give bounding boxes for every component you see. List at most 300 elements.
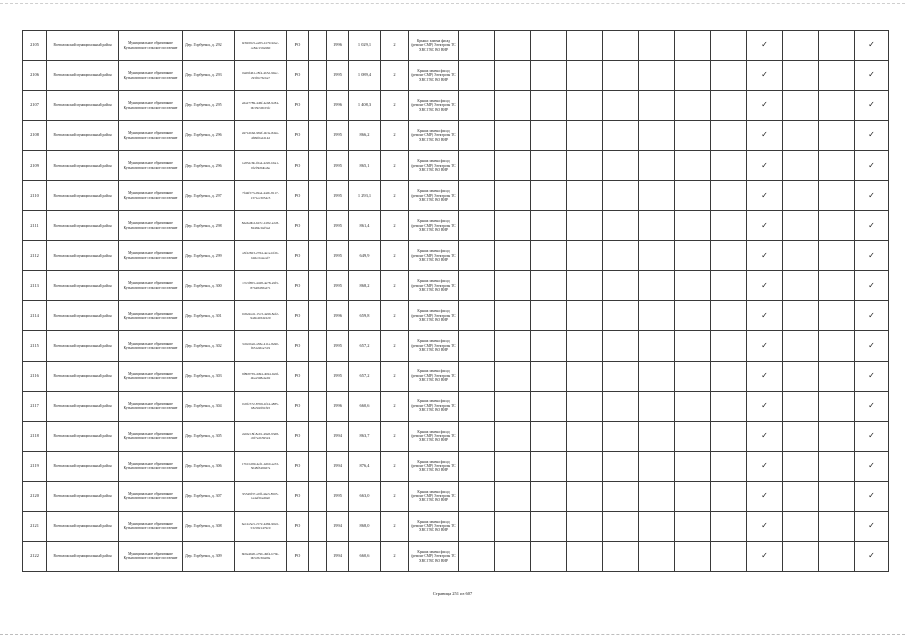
empty-cell: [675, 271, 711, 301]
build-year: 1996: [327, 301, 349, 331]
empty-cell: [819, 481, 855, 511]
check-mark-icon: ✓: [747, 361, 783, 391]
house-address: Дер. Горбунки, д. 309: [183, 541, 235, 571]
floor-count: 2: [381, 31, 409, 61]
district-name: Всеволожский муниципальный район: [47, 91, 119, 121]
table-row: [23, 541, 889, 571]
empty-cell: [783, 241, 819, 271]
empty-cell: [783, 541, 819, 571]
work-types: Крыша замена фасад (ремонт СМР) Электроэн ТС ХВС ГВС ВО ВНР: [409, 541, 459, 571]
house-address: Дер. Горбунки, д. 308: [183, 511, 235, 541]
municipality-name: Муниципальное образование Кузьмоловское сельское поселение: [119, 241, 183, 271]
management-type: РО: [287, 451, 309, 481]
check-mark-icon: ✓: [855, 181, 889, 211]
empty-cell: [639, 301, 675, 331]
empty-cell: [531, 511, 567, 541]
check-mark-icon: ✓: [855, 301, 889, 331]
municipality-name: Муниципальное образование Кузьмоловское сельское поселение: [119, 511, 183, 541]
empty-cell: [567, 181, 603, 211]
empty-cell: [459, 301, 495, 331]
fias-code: 8de6a9bd-647c-4182-a2c8-82484c0af5ad: [235, 211, 287, 241]
empty-cell: [495, 421, 531, 451]
check-mark-icon: ✓: [747, 91, 783, 121]
district-name: Всеволожский муниципальный район: [47, 181, 119, 211]
empty-cell: [675, 541, 711, 571]
build-year: 1995: [327, 61, 349, 91]
empty-cell: [459, 31, 495, 61]
build-year: 1995: [327, 121, 349, 151]
fias-code: 6b9e4620-a79b-49f4-b7bb-0b5c8c36a08a: [235, 541, 287, 571]
table-row: [23, 301, 889, 331]
row-number: 2106: [23, 61, 47, 91]
municipality-name: Муниципальное образование Кузьмоловское сельское поселение: [119, 331, 183, 361]
check-mark-icon: ✓: [747, 121, 783, 151]
total-area: 649,9: [349, 241, 381, 271]
check-mark-icon: ✓: [855, 361, 889, 391]
empty-cell: [495, 391, 531, 421]
house-address: Дер. Горбунки, д. 305: [183, 421, 235, 451]
empty-cell: [309, 481, 327, 511]
empty-cell: [675, 451, 711, 481]
empty-cell: [531, 181, 567, 211]
management-type: РО: [287, 61, 309, 91]
work-types: Крыша замена фасад (ремонт СМР) Электроэн ТС ХВС ГВС ВО ВНР: [409, 511, 459, 541]
municipality-name: Муниципальное образование Кузьмоловское сельское поселение: [119, 61, 183, 91]
empty-cell: [459, 151, 495, 181]
municipality-name: Муниципальное образование Кузьмоловское сельское поселение: [119, 211, 183, 241]
check-mark-icon: ✓: [855, 91, 889, 121]
empty-cell: [675, 421, 711, 451]
empty-cell: [495, 481, 531, 511]
empty-cell: [495, 361, 531, 391]
house-address: Дер. Горбунки, д. 298: [183, 211, 235, 241]
empty-cell: [639, 331, 675, 361]
fias-code: 7fd4f573-d9a4-4a0b-8117-1371ec3054c3: [235, 181, 287, 211]
management-type: РО: [287, 541, 309, 571]
empty-cell: [639, 391, 675, 421]
empty-cell: [819, 271, 855, 301]
empty-cell: [459, 541, 495, 571]
management-type: РО: [287, 361, 309, 391]
empty-cell: [603, 391, 639, 421]
check-mark-icon: ✓: [855, 241, 889, 271]
district-name: Всеволожский муниципальный район: [47, 541, 119, 571]
table-row: [23, 271, 889, 301]
empty-cell: [495, 121, 531, 151]
empty-cell: [711, 271, 747, 301]
total-area: 660,6: [349, 391, 381, 421]
empty-cell: [675, 61, 711, 91]
empty-cell: [531, 211, 567, 241]
empty-cell: [531, 241, 567, 271]
build-year: 1995: [327, 181, 349, 211]
fias-code: 9f8b8739-dd94-4b94-9a9f-4bea598e4e92: [235, 361, 287, 391]
build-year: 1995: [327, 271, 349, 301]
empty-cell: [711, 391, 747, 421]
empty-cell: [819, 511, 855, 541]
empty-cell: [459, 511, 495, 541]
table-row: [23, 61, 889, 91]
municipality-name: Муниципальное образование Кузьмоловское сельское поселение: [119, 421, 183, 451]
check-mark-icon: ✓: [855, 121, 889, 151]
build-year: 1996: [327, 31, 349, 61]
empty-cell: [309, 181, 327, 211]
empty-cell: [603, 301, 639, 331]
empty-cell: [531, 31, 567, 61]
empty-cell: [783, 481, 819, 511]
empty-cell: [309, 331, 327, 361]
total-area: 866,2: [349, 121, 381, 151]
empty-cell: [639, 91, 675, 121]
table-row: [23, 91, 889, 121]
work-types: Крыша замена фасад (ремонт СМР) Электроэн ТС ХВС ГВС ВО ВНР: [409, 91, 459, 121]
empty-cell: [309, 241, 327, 271]
empty-cell: [603, 361, 639, 391]
empty-cell: [567, 421, 603, 451]
work-types: Крыша замена фасад (ремонт СМР) Электроэн ТС ХВС ГВС ВО ВНР: [409, 301, 459, 331]
check-mark-icon: ✓: [747, 481, 783, 511]
empty-cell: [531, 391, 567, 421]
empty-cell: [531, 451, 567, 481]
total-area: 1 029,1: [349, 31, 381, 61]
check-mark-icon: ✓: [855, 421, 889, 451]
work-types: Крыша замена фасад (ремонт СМР) Электроэн ТС ХВС ГВС ВО ВНР: [409, 331, 459, 361]
empty-cell: [531, 541, 567, 571]
empty-cell: [459, 331, 495, 361]
floor-count: 2: [381, 181, 409, 211]
empty-cell: [819, 61, 855, 91]
empty-cell: [711, 451, 747, 481]
table-row: [23, 121, 889, 151]
empty-cell: [639, 511, 675, 541]
district-name: Всеволожский муниципальный район: [47, 331, 119, 361]
empty-cell: [711, 121, 747, 151]
check-mark-icon: ✓: [855, 541, 889, 571]
empty-cell: [639, 151, 675, 181]
management-type: РО: [287, 91, 309, 121]
empty-cell: [783, 361, 819, 391]
management-type: РО: [287, 481, 309, 511]
total-area: 868,0: [349, 511, 381, 541]
scan-top-edge: [0, 0, 905, 4]
empty-cell: [567, 91, 603, 121]
empty-cell: [567, 151, 603, 181]
empty-cell: [639, 121, 675, 151]
empty-cell: [639, 451, 675, 481]
management-type: РО: [287, 241, 309, 271]
empty-cell: [567, 481, 603, 511]
empty-cell: [675, 151, 711, 181]
municipality-name: Муниципальное образование Кузьмоловское сельское поселение: [119, 451, 183, 481]
work-types: Крыша: замена фасад (ремонт СМР) Электроэн ТС ХВС ГВС ВО ВНР: [409, 31, 459, 61]
build-year: 1996: [327, 391, 349, 421]
row-number: 2119: [23, 451, 47, 481]
empty-cell: [783, 181, 819, 211]
empty-cell: [711, 61, 747, 91]
empty-cell: [495, 31, 531, 61]
empty-cell: [603, 91, 639, 121]
empty-cell: [531, 361, 567, 391]
empty-cell: [531, 121, 567, 151]
empty-cell: [603, 421, 639, 451]
house-address: Дер. Горбунки, д. 302: [183, 331, 235, 361]
district-name: Всеволожский муниципальный район: [47, 61, 119, 91]
fias-code: 0c8459c5-ea83-4179-92ec-ce84c159e960: [235, 31, 287, 61]
check-mark-icon: ✓: [747, 211, 783, 241]
empty-cell: [819, 301, 855, 331]
total-area: 863,7: [349, 421, 381, 451]
empty-cell: [531, 91, 567, 121]
total-area: 861,4: [349, 211, 381, 241]
floor-count: 2: [381, 331, 409, 361]
empty-cell: [639, 181, 675, 211]
empty-cell: [639, 361, 675, 391]
row-number: 2120: [23, 481, 47, 511]
empty-cell: [567, 121, 603, 151]
fias-code: 0c0fc572-8769-4f14-a885-b8a5b0f91f93: [235, 391, 287, 421]
empty-cell: [459, 91, 495, 121]
empty-cell: [819, 391, 855, 421]
empty-cell: [711, 31, 747, 61]
table-row: [23, 421, 889, 451]
check-mark-icon: ✓: [747, 61, 783, 91]
management-type: РО: [287, 331, 309, 361]
district-name: Всеволожский муниципальный район: [47, 421, 119, 451]
check-mark-icon: ✓: [747, 541, 783, 571]
housing-register-table: [22, 30, 889, 572]
municipality-name: Муниципальное образование Кузьмоловское сельское поселение: [119, 181, 183, 211]
empty-cell: [639, 421, 675, 451]
empty-cell: [567, 541, 603, 571]
row-number: 2116: [23, 361, 47, 391]
empty-cell: [567, 61, 603, 91]
work-types: Крыша замена фасад (ремонт СМР) Электроэн ТС ХВС ГВС ВО ВНР: [409, 151, 459, 181]
fias-code: 6e12a5e3-c572-4d84-96a5-53c5821479c0: [235, 511, 287, 541]
district-name: Всеволожский муниципальный район: [47, 391, 119, 421]
empty-cell: [309, 91, 327, 121]
empty-cell: [711, 301, 747, 331]
empty-cell: [603, 451, 639, 481]
row-number: 2111: [23, 211, 47, 241]
empty-cell: [603, 181, 639, 211]
fias-code: a971db6d-982f-4b3e-8d2e-4f99f0a2d14d: [235, 121, 287, 151]
empty-cell: [309, 451, 327, 481]
house-address: Дер. Горбунки, д. 296: [183, 121, 235, 151]
management-type: РО: [287, 181, 309, 211]
row-number: 2105: [23, 31, 47, 61]
floor-count: 2: [381, 151, 409, 181]
empty-cell: [819, 361, 855, 391]
total-area: 1 293,1: [349, 181, 381, 211]
empty-cell: [711, 241, 747, 271]
empty-cell: [675, 361, 711, 391]
check-mark-icon: ✓: [855, 61, 889, 91]
empty-cell: [675, 241, 711, 271]
house-address: Дер. Горбунки, д. 307: [183, 481, 235, 511]
table-row: [23, 391, 889, 421]
empty-cell: [819, 151, 855, 181]
empty-cell: [495, 211, 531, 241]
fias-code: 1e852c6b-f6a4-4220-b6a1-0f2f3b84ba6a: [235, 151, 287, 181]
work-types: Крыша замена фасад (ремонт СМР) Электроэн ТС ХВС ГВС ВО ВНР: [409, 361, 459, 391]
empty-cell: [531, 151, 567, 181]
fias-code: 95349f37-a0ff-44e3-8503-1e4ef5bed6a0: [235, 481, 287, 511]
fias-code: 17b1b299-4ef1-4db0-ae53-5048f3490d7a: [235, 451, 287, 481]
empty-cell: [459, 121, 495, 151]
check-mark-icon: ✓: [747, 511, 783, 541]
scan-bottom-edge: [0, 634, 905, 640]
empty-cell: [495, 451, 531, 481]
empty-cell: [309, 301, 327, 331]
empty-cell: [783, 151, 819, 181]
empty-cell: [459, 61, 495, 91]
empty-cell: [531, 421, 567, 451]
empty-cell: [495, 271, 531, 301]
empty-cell: [567, 241, 603, 271]
fias-code: 3c6a5be6-a38e-411e-8e90-f651e9bac519: [235, 331, 287, 361]
total-area: 660,6: [349, 541, 381, 571]
empty-cell: [309, 61, 327, 91]
empty-cell: [531, 271, 567, 301]
empty-cell: [675, 31, 711, 61]
work-types: Крыша замена фасад (ремонт СМР) Электроэн ТС ХВС ГВС ВО ВНР: [409, 451, 459, 481]
empty-cell: [567, 31, 603, 61]
fias-code: 0d5e9ad1-15c3-4a96-8ef2-9a6b403d2220: [235, 301, 287, 331]
empty-cell: [783, 31, 819, 61]
floor-count: 2: [381, 451, 409, 481]
work-types: Крыша замена фасад (ремонт СМР) Электроэн ТС ХВС ГВС ВО ВНР: [409, 61, 459, 91]
house-address: Дер. Горбунки, д. 300: [183, 271, 235, 301]
empty-cell: [783, 91, 819, 121]
empty-cell: [603, 31, 639, 61]
empty-cell: [711, 331, 747, 361]
empty-cell: [567, 301, 603, 331]
check-mark-icon: ✓: [747, 271, 783, 301]
build-year: 1994: [327, 451, 349, 481]
check-mark-icon: ✓: [855, 481, 889, 511]
municipality-name: Муниципальное образование Кузьмоловское сельское поселение: [119, 481, 183, 511]
floor-count: 2: [381, 511, 409, 541]
house-address: Дер. Горбунки, д. 304: [183, 391, 235, 421]
empty-cell: [459, 421, 495, 451]
floor-count: 2: [381, 361, 409, 391]
row-number: 2118: [23, 421, 47, 451]
empty-cell: [711, 511, 747, 541]
total-area: 657,2: [349, 361, 381, 391]
table-row: [23, 31, 889, 61]
empty-cell: [495, 331, 531, 361]
empty-cell: [783, 451, 819, 481]
empty-cell: [603, 121, 639, 151]
fias-code: a3f22823-2764-4e1e-bf2b-b46ccb4acef7: [235, 241, 287, 271]
district-name: Всеволожский муниципальный район: [47, 301, 119, 331]
management-type: РО: [287, 421, 309, 451]
empty-cell: [783, 211, 819, 241]
empty-cell: [783, 61, 819, 91]
check-mark-icon: ✓: [747, 31, 783, 61]
house-address: Дер. Горбунки, д. 293: [183, 61, 235, 91]
house-address: Дер. Горбунки, д. 296: [183, 151, 235, 181]
district-name: Всеволожский муниципальный район: [47, 361, 119, 391]
empty-cell: [675, 211, 711, 241]
empty-cell: [783, 331, 819, 361]
empty-cell: [819, 211, 855, 241]
empty-cell: [603, 481, 639, 511]
empty-cell: [639, 481, 675, 511]
empty-cell: [531, 331, 567, 361]
empty-cell: [675, 331, 711, 361]
empty-cell: [459, 451, 495, 481]
empty-cell: [819, 181, 855, 211]
empty-cell: [675, 121, 711, 151]
empty-cell: [495, 301, 531, 331]
row-number: 2110: [23, 181, 47, 211]
build-year: 1995: [327, 211, 349, 241]
empty-cell: [819, 331, 855, 361]
total-area: 657,2: [349, 331, 381, 361]
floor-count: 2: [381, 421, 409, 451]
municipality-name: Муниципальное образование Кузьмоловское сельское поселение: [119, 541, 183, 571]
work-types: Крыша замена фасад (ремонт СМР) Электроэн ТС ХВС ГВС ВО ВНР: [409, 421, 459, 451]
house-address: Дер. Горбунки, д. 297: [183, 181, 235, 211]
table-row: [23, 181, 889, 211]
empty-cell: [495, 181, 531, 211]
row-number: 2112: [23, 241, 47, 271]
floor-count: 2: [381, 391, 409, 421]
municipality-name: Муниципальное образование Кузьмоловское сельское поселение: [119, 271, 183, 301]
empty-cell: [309, 151, 327, 181]
floor-count: 2: [381, 211, 409, 241]
empty-cell: [675, 301, 711, 331]
management-type: РО: [287, 271, 309, 301]
check-mark-icon: ✓: [855, 391, 889, 421]
empty-cell: [711, 91, 747, 121]
build-year: 1995: [327, 361, 349, 391]
house-address: Дер. Горбунки, д. 306: [183, 451, 235, 481]
empty-cell: [819, 91, 855, 121]
build-year: 1994: [327, 541, 349, 571]
table-row: [23, 451, 889, 481]
table-row: [23, 331, 889, 361]
empty-cell: [309, 31, 327, 61]
empty-cell: [309, 271, 327, 301]
empty-cell: [639, 541, 675, 571]
total-area: 876,4: [349, 451, 381, 481]
fias-code: 2a6bc18f-8e91-49e8-93d8-c6f7e2b59524: [235, 421, 287, 451]
check-mark-icon: ✓: [747, 181, 783, 211]
municipality-name: Муниципальное образование Кузьмоловское сельское поселение: [119, 151, 183, 181]
management-type: РО: [287, 301, 309, 331]
row-number: 2109: [23, 151, 47, 181]
empty-cell: [819, 31, 855, 61]
build-year: 1995: [327, 331, 349, 361]
check-mark-icon: ✓: [855, 151, 889, 181]
work-types: Крыша замена фасад (ремонт СМР) Электроэн ТС ХВС ГВС ВО ВНР: [409, 481, 459, 511]
work-types: Крыша замена фасад (ремонт СМР) Электроэн ТС ХВС ГВС ВО ВНР: [409, 181, 459, 211]
floor-count: 2: [381, 241, 409, 271]
empty-cell: [603, 241, 639, 271]
municipality-name: Муниципальное образование Кузьмоловское сельское поселение: [119, 301, 183, 331]
district-name: Всеволожский муниципальный район: [47, 151, 119, 181]
total-area: 868,2: [349, 271, 381, 301]
district-name: Всеволожский муниципальный район: [47, 481, 119, 511]
build-year: 1995: [327, 151, 349, 181]
empty-cell: [783, 511, 819, 541]
house-address: Дер. Горбунки, д. 292: [183, 31, 235, 61]
management-type: РО: [287, 151, 309, 181]
floor-count: 2: [381, 91, 409, 121]
management-type: РО: [287, 511, 309, 541]
